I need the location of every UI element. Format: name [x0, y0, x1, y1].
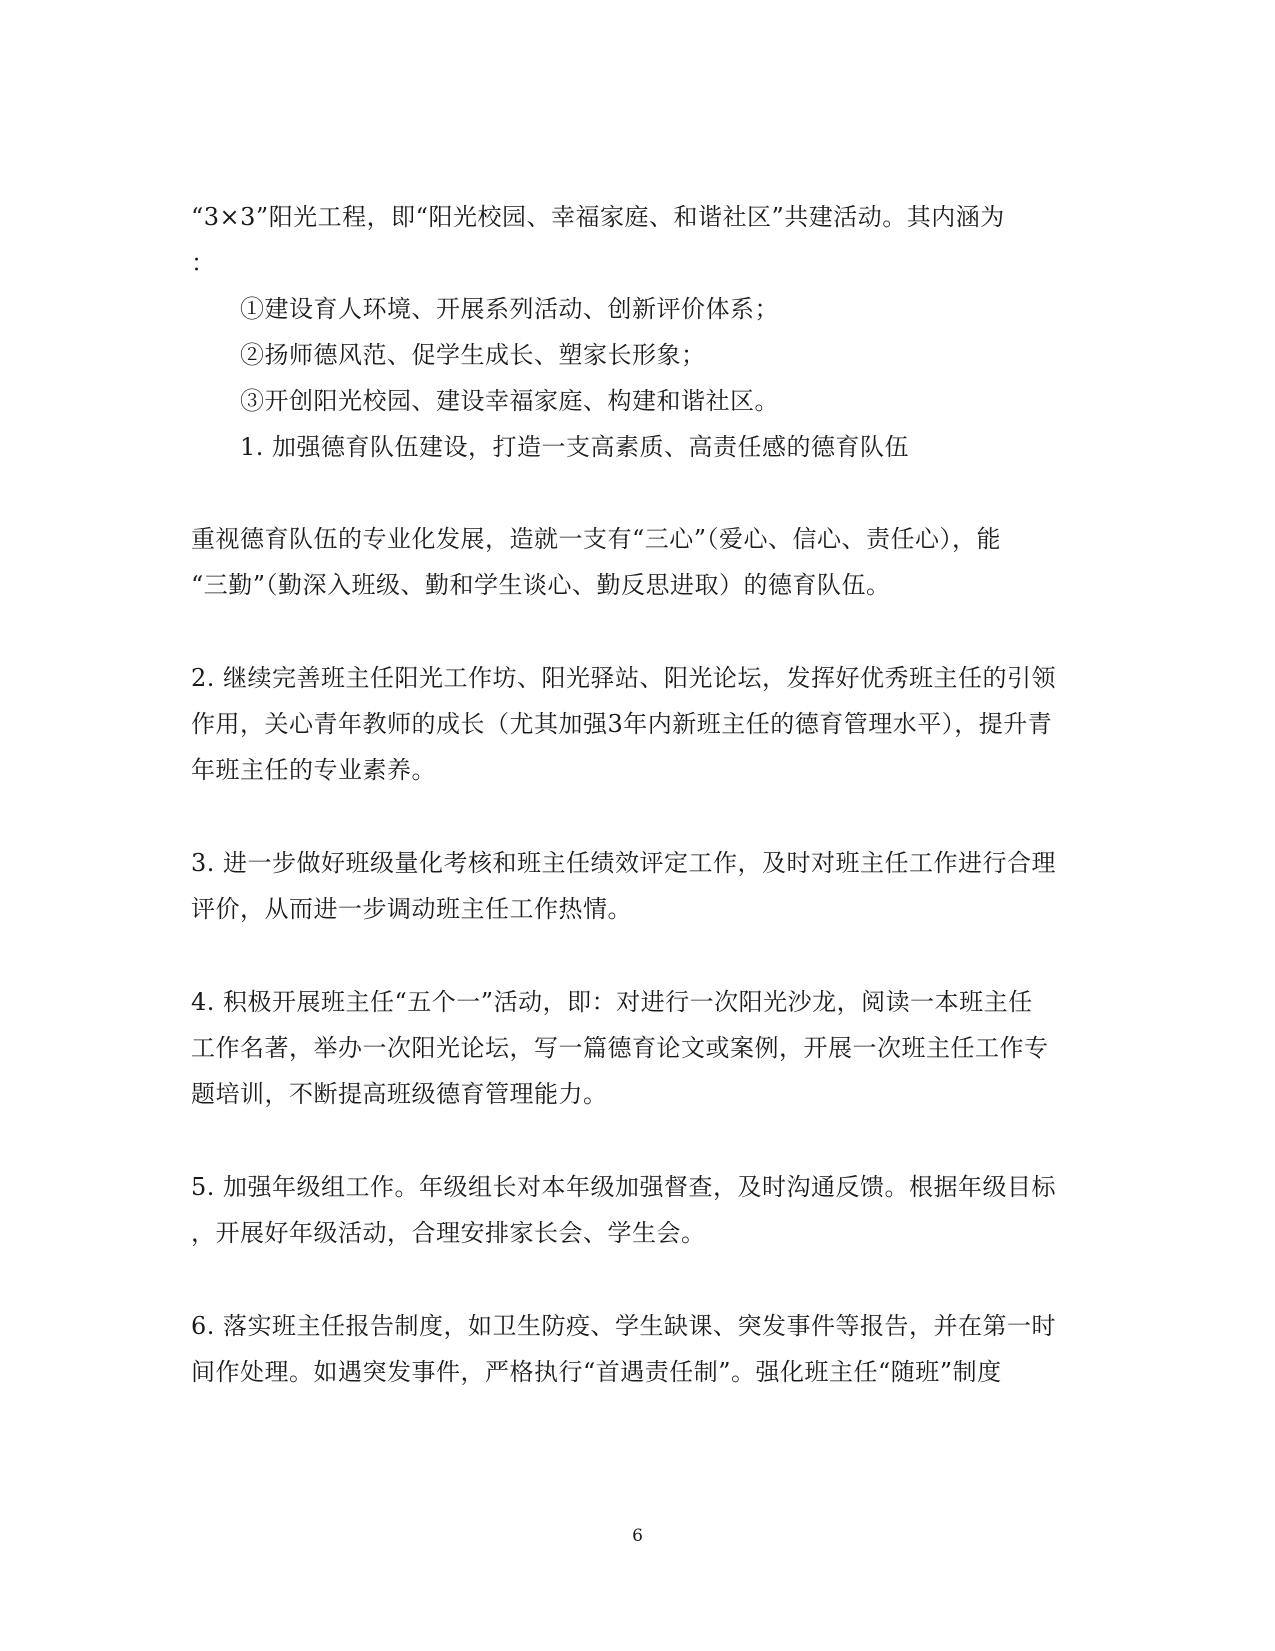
paragraph-4-line-2: 工作名著，举办一次阳光论坛，写一篇德育论文或案例，开展一次班主任工作专	[191, 1034, 1049, 1062]
paragraph-1-line-1: 重视德育队伍的专业化发展，造就一支有“三心”（爱心、信心、责任心），能	[191, 525, 1002, 553]
paragraph-2-line-1: 2. 继续完善班主任阳光工作坊、阳光驿站、阳光论坛，发挥好优秀班主任的引领	[191, 664, 1057, 692]
page-number: 6	[632, 1526, 643, 1546]
intro-line-2: ：	[191, 249, 216, 277]
paragraph-4-line-3: 题培训，不断提高班级德育管理能力。	[191, 1080, 608, 1108]
paragraph-4-line-1: 4. 积极开展班主任“五个一”活动，即：对进行一次阳光沙龙，阅读一本班主任	[191, 988, 1033, 1016]
paragraph-5-line-1: 5. 加强年级组工作。年级组长对本年级加强督查，及时沟通反馈。根据年级目标	[191, 1173, 1057, 1201]
section-heading: 1. 加强德育队伍建设，打造一支高素质、高责任感的德育队伍	[240, 433, 910, 461]
intro-line-1: “3×3”阳光工程，即“阳光校园、幸福家庭、和谐社区”共建活动。其内涵为	[191, 203, 1005, 231]
list-item: ③开创阳光校园、建设幸福家庭、构建和谐社区。	[240, 387, 779, 415]
paragraph-6-line-2: 间作处理。如遇突发事件，严格执行“首遇责任制”。强化班主任“随班”制度	[191, 1358, 1002, 1386]
paragraph-2-line-2: 作用，关心青年教师的成长（尤其加强3年内新班主任的德育管理水平），提升青	[191, 710, 1053, 738]
paragraph-3-line-1: 3. 进一步做好班级量化考核和班主任绩效评定工作，及时对班主任工作进行合理	[191, 849, 1057, 877]
paragraph-5-line-2: ，开展好年级活动，合理安排家长会、学生会。	[191, 1219, 706, 1247]
paragraph-3-line-2: 评价，从而进一步调动班主任工作热情。	[191, 895, 632, 923]
paragraph-2-line-3: 年班主任的专业素养。	[191, 756, 436, 784]
list-item: ②扬师德风范、促学生成长、塑家长形象；	[240, 341, 706, 369]
paragraph-1-line-2: “三勤”（勤深入班级、勤和学生谈心、勤反思进取）的德育队伍。	[191, 571, 891, 599]
list-item: ①建设育人环境、开展系列活动、创新评价体系；	[240, 295, 779, 323]
paragraph-6-line-1: 6. 落实班主任报告制度，如卫生防疫、学生缺课、突发事件等报告，并在第一时	[191, 1312, 1057, 1340]
